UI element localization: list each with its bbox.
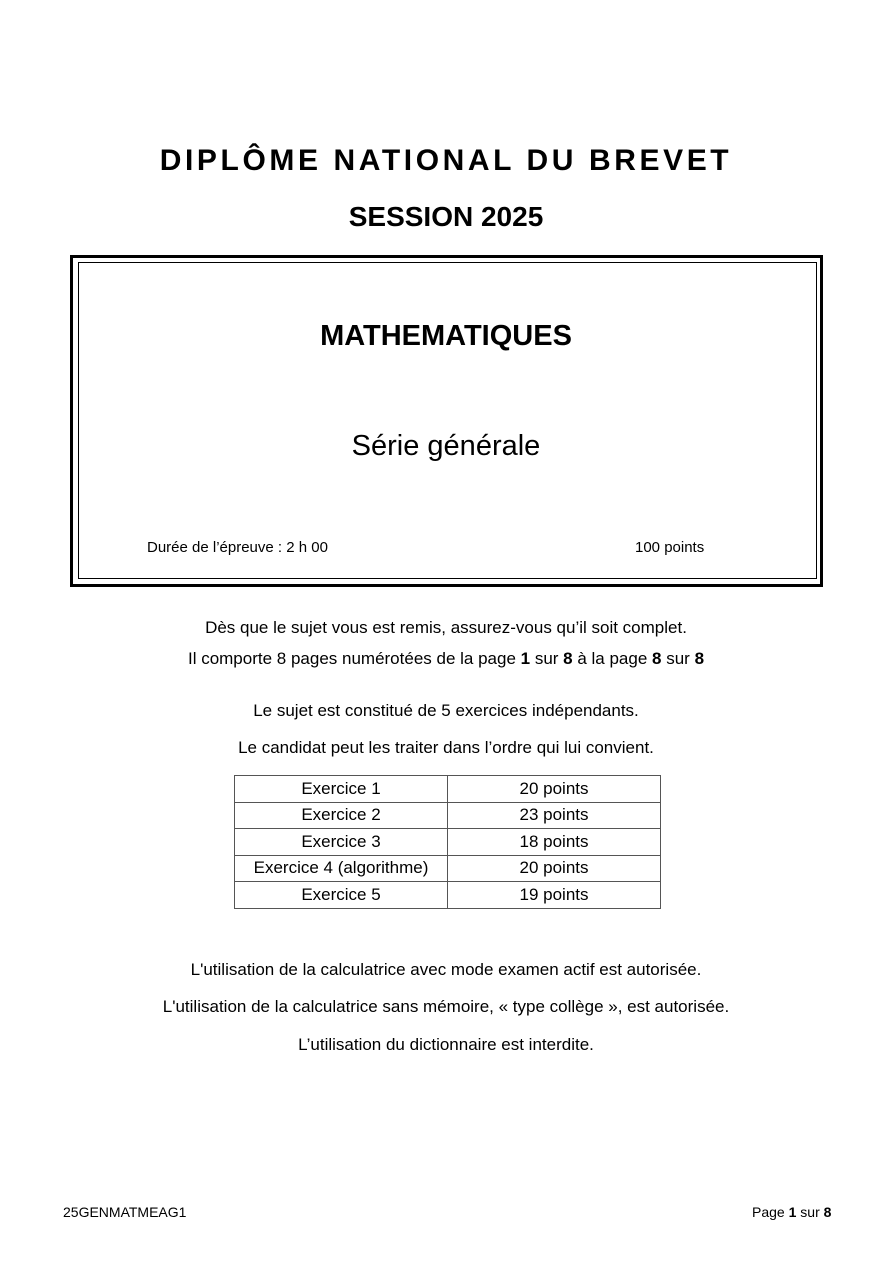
current-page: 1	[788, 1204, 797, 1220]
session-label: SESSION 2025	[348, 201, 544, 232]
subject-box-inner-border	[78, 262, 817, 579]
table-row	[235, 829, 661, 856]
total-pages: 8	[823, 1204, 832, 1220]
page-count-text: sur	[530, 649, 564, 668]
first-page-number: 1	[520, 649, 531, 668]
exercise-points: 23 points	[448, 802, 661, 829]
rule-college-calculator: L'utilisation de la calculatrice sans mémoire, « type collège », est autorisée.	[162, 997, 730, 1016]
exercise-name: Exercice 2	[235, 802, 448, 829]
exam-title: DIPLÔME NATIONAL DU BREVET	[159, 144, 733, 177]
table-row	[235, 882, 661, 909]
total-points: 100 points	[635, 539, 705, 556]
table-row	[235, 802, 661, 829]
table-row	[235, 855, 661, 882]
exercise-name: Exercice 1	[235, 776, 448, 803]
page-count-text: à la page	[572, 649, 653, 668]
page-count-text: Il comporte 8 pages numérotées de la page	[187, 649, 521, 668]
total-pages-number: 8	[563, 649, 573, 668]
page-count-text: sur	[661, 649, 695, 668]
table-row	[235, 776, 661, 803]
exercise-name: Exercice 4 (algorithme)	[235, 855, 448, 882]
total-pages-number: 8	[694, 649, 705, 668]
instruction-exercise-count: Le sujet est constitué de 5 exercices indépendants.	[253, 701, 639, 720]
last-page-number: 8	[652, 649, 662, 668]
series-label: Série générale	[351, 430, 541, 462]
exercise-name: Exercice 3	[235, 829, 448, 856]
exam-duration: Durée de l’épreuve : 2 h 00	[147, 539, 328, 556]
exercise-points: 19 points	[448, 882, 661, 909]
page-number	[752, 1202, 831, 1222]
instruction-order: Le candidat peut les traiter dans l’ordre qui lui convient.	[238, 738, 654, 757]
exercise-points: 18 points	[448, 829, 661, 856]
subject-title: MATHEMATIQUES	[320, 320, 572, 352]
rule-exam-calculator: L'utilisation de la calculatrice avec mode examen actif est autorisée.	[190, 960, 702, 979]
page-prefix: Page	[752, 1204, 789, 1220]
page-separator: sur	[796, 1204, 824, 1220]
instruction-completeness: Dès que le sujet vous est remis, assurez-vous qu’il soit complet.	[205, 618, 687, 637]
document-code: 25GENMATMEAG1	[63, 1204, 187, 1220]
rule-dictionary: L’utilisation du dictionnaire est interdite.	[298, 1035, 594, 1054]
exercise-name: Exercice 5	[235, 882, 448, 909]
exercise-points: 20 points	[448, 855, 661, 882]
exercise-points-table	[234, 775, 661, 909]
exercise-points: 20 points	[448, 776, 661, 803]
instruction-page-count	[0, 648, 892, 670]
